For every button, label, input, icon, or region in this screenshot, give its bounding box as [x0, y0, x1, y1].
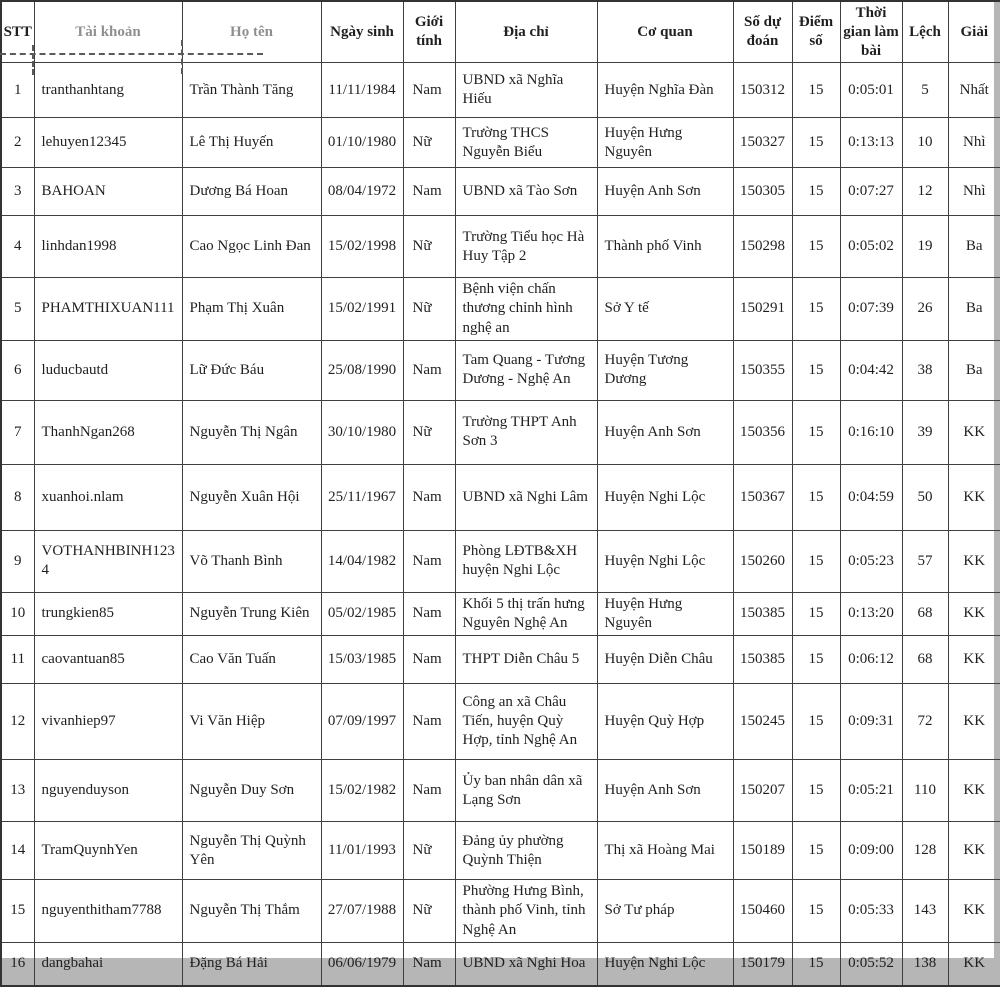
cell-dia-chi: Đảng ủy phường Quỳnh Thiện: [455, 822, 597, 880]
cell-ho-ten: Nguyễn Thị Thắm: [182, 880, 321, 943]
cell-giai: KK: [948, 822, 1000, 880]
column-header-giai: Giải: [948, 1, 1000, 63]
cell-ngay-sinh: 30/10/1980: [321, 400, 403, 464]
cell-dia-chi: Trường Tiểu học Hà Huy Tập 2: [455, 216, 597, 278]
cell-diem-so: 15: [792, 216, 840, 278]
cell-ho-ten: Vi Văn Hiệp: [182, 684, 321, 760]
cell-dia-chi: Công an xã Châu Tiến, huyện Quỳ Hợp, tỉnh Nghệ An: [455, 684, 597, 760]
cell-ngay-sinh: 07/09/1997: [321, 684, 403, 760]
cell-giai: KK: [948, 684, 1000, 760]
cell-tai-khoan: caovantuan85: [34, 636, 182, 684]
cell-diem-so: 15: [792, 942, 840, 986]
cell-tai-khoan: nguyenduyson: [34, 760, 182, 822]
selection-marquee-vertical-left: [32, 45, 34, 75]
cell-thoi-gian: 0:09:00: [840, 822, 902, 880]
cell-diem-so: 15: [792, 168, 840, 216]
column-header-ngay-sinh: Ngày sinh: [321, 1, 403, 63]
cell-ho-ten: Dương Bá Hoan: [182, 168, 321, 216]
cell-giai: Ba: [948, 216, 1000, 278]
cell-so-du-doan: 150355: [733, 340, 792, 400]
cell-dia-chi: UBND xã Nghi Lâm: [455, 464, 597, 530]
cell-gioi-tinh: Nam: [403, 340, 455, 400]
cell-so-du-doan: 150298: [733, 216, 792, 278]
column-header-so-du-doan: Số dự đoán: [733, 1, 792, 63]
cell-diem-so: 15: [792, 636, 840, 684]
cell-stt: 13: [1, 760, 34, 822]
cell-diem-so: 15: [792, 530, 840, 592]
cell-diem-so: 15: [792, 400, 840, 464]
cell-co-quan: Huyện Anh Sơn: [597, 760, 733, 822]
cell-so-du-doan: 150189: [733, 822, 792, 880]
cell-ho-ten: Trần Thành Tăng: [182, 63, 321, 118]
table-row: [1, 592, 1000, 635]
cell-lech: 50: [902, 464, 948, 530]
cell-diem-so: 15: [792, 760, 840, 822]
cell-thoi-gian: 0:05:33: [840, 880, 902, 943]
cell-stt: 14: [1, 822, 34, 880]
cell-stt: 12: [1, 684, 34, 760]
cell-so-du-doan: 150385: [733, 636, 792, 684]
cell-ho-ten: Lữ Đức Báu: [182, 340, 321, 400]
cell-giai: KK: [948, 942, 1000, 986]
cell-dia-chi: Tam Quang - Tương Dương - Nghệ An: [455, 340, 597, 400]
cell-giai: KK: [948, 880, 1000, 943]
cell-stt: 8: [1, 464, 34, 530]
cell-so-du-doan: 150385: [733, 592, 792, 635]
cell-so-du-doan: 150291: [733, 278, 792, 341]
cell-diem-so: 15: [792, 464, 840, 530]
cell-lech: 12: [902, 168, 948, 216]
selection-marquee-vertical-mid: [181, 40, 183, 74]
cell-tai-khoan: trungkien85: [34, 592, 182, 635]
cell-gioi-tinh: Nữ: [403, 278, 455, 341]
cell-giai: KK: [948, 760, 1000, 822]
cell-co-quan: Thành phố Vinh: [597, 216, 733, 278]
cell-lech: 138: [902, 942, 948, 986]
table-row: [1, 880, 1000, 943]
cell-lech: 57: [902, 530, 948, 592]
cell-lech: 128: [902, 822, 948, 880]
cell-thoi-gian: 0:07:39: [840, 278, 902, 341]
column-header-diem-so: Điểm số: [792, 1, 840, 63]
cell-ho-ten: Đặng Bá Hải: [182, 942, 321, 986]
cell-giai: Nhì: [948, 168, 1000, 216]
cell-diem-so: 15: [792, 822, 840, 880]
cell-tai-khoan: vivanhiep97: [34, 684, 182, 760]
cell-giai: KK: [948, 464, 1000, 530]
cell-ho-ten: Nguyễn Trung Kiên: [182, 592, 321, 635]
cell-giai: KK: [948, 636, 1000, 684]
cell-co-quan: Sở Y tế: [597, 278, 733, 341]
cell-diem-so: 15: [792, 340, 840, 400]
cell-lech: 68: [902, 636, 948, 684]
cell-lech: 110: [902, 760, 948, 822]
cell-ho-ten: Lê Thị Huyến: [182, 118, 321, 168]
cell-gioi-tinh: Nữ: [403, 400, 455, 464]
cell-thoi-gian: 0:05:01: [840, 63, 902, 118]
cell-co-quan: Huyện Hưng Nguyên: [597, 118, 733, 168]
cell-ngay-sinh: 15/02/1998: [321, 216, 403, 278]
cell-gioi-tinh: Nữ: [403, 216, 455, 278]
cell-thoi-gian: 0:09:31: [840, 684, 902, 760]
cell-so-du-doan: 150305: [733, 168, 792, 216]
cell-ho-ten: Cao Văn Tuấn: [182, 636, 321, 684]
cell-dia-chi: Ủy ban nhân dân xã Lạng Sơn: [455, 760, 597, 822]
table-row: [1, 760, 1000, 822]
cell-tai-khoan: tranthanhtang: [34, 63, 182, 118]
cell-thoi-gian: 0:13:20: [840, 592, 902, 635]
cell-diem-so: 15: [792, 880, 840, 943]
cell-lech: 10: [902, 118, 948, 168]
cell-dia-chi: UBND xã Tào Sơn: [455, 168, 597, 216]
cell-diem-so: 15: [792, 118, 840, 168]
cell-co-quan: Huyện Nghi Lộc: [597, 530, 733, 592]
table-row: [1, 278, 1000, 341]
cell-ho-ten: Cao Ngọc Linh Đan: [182, 216, 321, 278]
cell-giai: KK: [948, 400, 1000, 464]
cell-ngay-sinh: 05/02/1985: [321, 592, 403, 635]
cell-dia-chi: THPT Diễn Châu 5: [455, 636, 597, 684]
cell-co-quan: Huyện Diễn Châu: [597, 636, 733, 684]
cell-so-du-doan: 150207: [733, 760, 792, 822]
column-header-tai-khoan: Tài khoản: [34, 1, 182, 63]
cell-dia-chi: Khối 5 thị trấn hưng Nguyên Nghệ An: [455, 592, 597, 635]
cell-tai-khoan: TramQuynhYen: [34, 822, 182, 880]
selection-marquee-horizontal: [0, 53, 263, 55]
cell-ngay-sinh: 25/08/1990: [321, 340, 403, 400]
cell-stt: 2: [1, 118, 34, 168]
cell-ho-ten: Võ Thanh Bình: [182, 530, 321, 592]
table-row: [1, 168, 1000, 216]
cell-stt: 6: [1, 340, 34, 400]
cell-dia-chi: Bệnh viện chấn thương chỉnh hình nghệ an: [455, 278, 597, 341]
cell-lech: 26: [902, 278, 948, 341]
cell-tai-khoan: VOTHANHBINH1234: [34, 530, 182, 592]
column-header-ho-ten: Họ tên: [182, 1, 321, 63]
cell-stt: 5: [1, 278, 34, 341]
cell-thoi-gian: 0:07:27: [840, 168, 902, 216]
cell-ho-ten: Nguyễn Thị Quỳnh Yên: [182, 822, 321, 880]
cell-stt: 4: [1, 216, 34, 278]
cell-tai-khoan: nguyenthitham7788: [34, 880, 182, 943]
cell-diem-so: 15: [792, 63, 840, 118]
cell-ho-ten: Nguyễn Xuân Hội: [182, 464, 321, 530]
cell-co-quan: Huyện Quỳ Hợp: [597, 684, 733, 760]
cell-giai: KK: [948, 530, 1000, 592]
cell-ngay-sinh: 15/02/1991: [321, 278, 403, 341]
cell-ho-ten: Phạm Thị Xuân: [182, 278, 321, 341]
cell-tai-khoan: xuanhoi.nlam: [34, 464, 182, 530]
column-header-stt: STT: [1, 1, 34, 63]
cell-tai-khoan: PHAMTHIXUAN111: [34, 278, 182, 341]
cell-lech: 68: [902, 592, 948, 635]
table-row: [1, 63, 1000, 118]
cell-ngay-sinh: 11/11/1984: [321, 63, 403, 118]
cell-dia-chi: Trường THCS Nguyễn Biểu: [455, 118, 597, 168]
cell-co-quan: Huyện Nghi Lộc: [597, 464, 733, 530]
cell-tai-khoan: luducbautd: [34, 340, 182, 400]
cell-stt: 11: [1, 636, 34, 684]
cell-tai-khoan: BAHOAN: [34, 168, 182, 216]
cell-gioi-tinh: Nam: [403, 464, 455, 530]
cell-thoi-gian: 0:05:21: [840, 760, 902, 822]
cell-ngay-sinh: 01/10/1980: [321, 118, 403, 168]
column-header-thoi-gian: Thời gian làm bài: [840, 1, 902, 63]
cell-tai-khoan: ThanhNgan268: [34, 400, 182, 464]
cell-thoi-gian: 0:06:12: [840, 636, 902, 684]
cell-ngay-sinh: 25/11/1967: [321, 464, 403, 530]
table-row: [1, 464, 1000, 530]
table-row: [1, 684, 1000, 760]
cell-dia-chi: Phường Hưng Bình, thành phố Vinh, tỉnh Nghệ An: [455, 880, 597, 943]
cell-stt: 16: [1, 942, 34, 986]
column-header-gioi-tinh: Giới tính: [403, 1, 455, 63]
table-row: [1, 822, 1000, 880]
cell-co-quan: Huyện Anh Sơn: [597, 400, 733, 464]
table-row: [1, 400, 1000, 464]
cell-dia-chi: UBND xã Nghi Hoa: [455, 942, 597, 986]
cell-thoi-gian: 0:13:13: [840, 118, 902, 168]
cell-gioi-tinh: Nam: [403, 636, 455, 684]
table-row: [1, 942, 1000, 986]
cell-stt: 3: [1, 168, 34, 216]
cell-lech: 143: [902, 880, 948, 943]
cell-gioi-tinh: Nữ: [403, 118, 455, 168]
cell-gioi-tinh: Nam: [403, 63, 455, 118]
cell-ho-ten: Nguyễn Thị Ngân: [182, 400, 321, 464]
cell-so-du-doan: 150367: [733, 464, 792, 530]
cell-co-quan: Huyện Hưng Nguyên: [597, 592, 733, 635]
cell-gioi-tinh: Nam: [403, 760, 455, 822]
cell-so-du-doan: 150460: [733, 880, 792, 943]
cell-giai: Ba: [948, 278, 1000, 341]
cell-stt: 10: [1, 592, 34, 635]
cell-tai-khoan: linhdan1998: [34, 216, 182, 278]
cell-lech: 38: [902, 340, 948, 400]
cell-thoi-gian: 0:05:23: [840, 530, 902, 592]
cell-tai-khoan: lehuyen12345: [34, 118, 182, 168]
table-row: [1, 530, 1000, 592]
cell-thoi-gian: 0:05:52: [840, 942, 902, 986]
cell-lech: 39: [902, 400, 948, 464]
cell-co-quan: Thị xã Hoàng Mai: [597, 822, 733, 880]
cell-ngay-sinh: 15/02/1982: [321, 760, 403, 822]
cell-gioi-tinh: Nam: [403, 168, 455, 216]
column-header-dia-chi: Địa chỉ: [455, 1, 597, 63]
cell-giai: Ba: [948, 340, 1000, 400]
cell-gioi-tinh: Nữ: [403, 822, 455, 880]
cell-co-quan: Huyện Tương Dương: [597, 340, 733, 400]
cell-diem-so: 15: [792, 592, 840, 635]
cell-lech: 72: [902, 684, 948, 760]
cell-co-quan: Huyện Nghi Lộc: [597, 942, 733, 986]
cell-gioi-tinh: Nam: [403, 942, 455, 986]
cell-stt: 7: [1, 400, 34, 464]
cell-ngay-sinh: 06/06/1979: [321, 942, 403, 986]
table-row: [1, 636, 1000, 684]
cell-thoi-gian: 0:05:02: [840, 216, 902, 278]
cell-co-quan: Sở Tư pháp: [597, 880, 733, 943]
cell-gioi-tinh: Nam: [403, 530, 455, 592]
cell-tai-khoan: dangbahai: [34, 942, 182, 986]
cell-dia-chi: Trường THPT Anh Sơn 3: [455, 400, 597, 464]
cell-thoi-gian: 0:04:59: [840, 464, 902, 530]
cell-so-du-doan: 150179: [733, 942, 792, 986]
column-header-co-quan: Cơ quan: [597, 1, 733, 63]
cell-lech: 19: [902, 216, 948, 278]
cell-gioi-tinh: Nữ: [403, 880, 455, 943]
cell-lech: 5: [902, 63, 948, 118]
cell-ngay-sinh: 14/04/1982: [321, 530, 403, 592]
cell-dia-chi: Phòng LĐTB&XH huyện Nghi Lộc: [455, 530, 597, 592]
cell-ngay-sinh: 15/03/1985: [321, 636, 403, 684]
cell-co-quan: Huyện Anh Sơn: [597, 168, 733, 216]
cell-diem-so: 15: [792, 684, 840, 760]
cell-gioi-tinh: Nam: [403, 684, 455, 760]
column-header-lech: Lệch: [902, 1, 948, 63]
cell-so-du-doan: 150327: [733, 118, 792, 168]
cell-giai: KK: [948, 592, 1000, 635]
cell-diem-so: 15: [792, 278, 840, 341]
cell-ngay-sinh: 08/04/1972: [321, 168, 403, 216]
cell-stt: 9: [1, 530, 34, 592]
cell-thoi-gian: 0:04:42: [840, 340, 902, 400]
cell-co-quan: Huyện Nghĩa Đàn: [597, 63, 733, 118]
table-body: [1, 63, 1000, 987]
cell-dia-chi: UBND xã Nghĩa Hiếu: [455, 63, 597, 118]
cell-giai: Nhì: [948, 118, 1000, 168]
cell-ho-ten: Nguyễn Duy Sơn: [182, 760, 321, 822]
cell-so-du-doan: 150245: [733, 684, 792, 760]
cell-ngay-sinh: 11/01/1993: [321, 822, 403, 880]
table-row: [1, 118, 1000, 168]
table-row: [1, 340, 1000, 400]
cell-so-du-doan: 150356: [733, 400, 792, 464]
cell-thoi-gian: 0:16:10: [840, 400, 902, 464]
cell-gioi-tinh: Nam: [403, 592, 455, 635]
cell-ngay-sinh: 27/07/1988: [321, 880, 403, 943]
cell-stt: 15: [1, 880, 34, 943]
cell-stt: 1: [1, 63, 34, 118]
table-row: [1, 216, 1000, 278]
cell-giai: Nhất: [948, 63, 1000, 118]
cell-so-du-doan: 150312: [733, 63, 792, 118]
cell-so-du-doan: 150260: [733, 530, 792, 592]
